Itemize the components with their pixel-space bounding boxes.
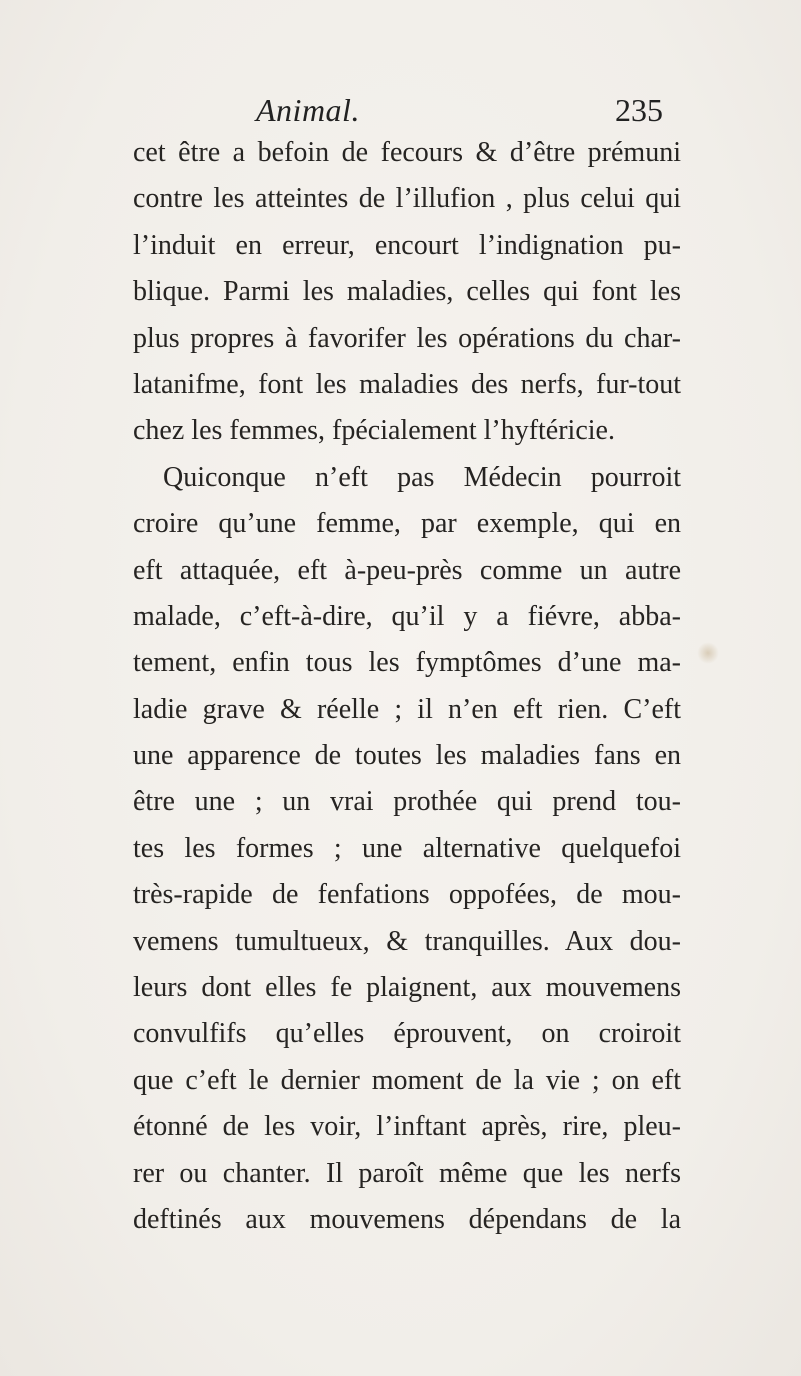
text-line: chez les femmes, fpécialement l’hyftéricie.: [133, 415, 615, 447]
text-line: blique. Parmi les maladies, celles qui font les: [133, 276, 681, 308]
running-title: Animal.: [256, 92, 360, 128]
text-line: plus propres à favorifer les opérations du char-: [133, 322, 681, 354]
page-number: 235: [615, 92, 663, 128]
text-line: latanifme, font les maladies des nerfs, fur-tout: [133, 368, 681, 400]
text-line: très-rapide de fenfations oppofées, de mou-: [133, 879, 681, 911]
text-line: ladie grave & réelle ; il n’en eft rien. C’eft: [133, 693, 681, 725]
text-line: une apparence de toutes les maladies fans en: [133, 740, 681, 772]
text-line: convulfifs qu’elles éprouvent, on croiroit: [133, 1018, 681, 1050]
page-header: [0, 92, 801, 132]
text-line: cet être a befoin de fecours & d’être prémuni: [133, 137, 681, 168]
paper-stain: [697, 642, 719, 664]
text-line: être une ; un vrai prothée qui prend tou-: [133, 786, 681, 818]
text-line: leurs dont elles fe plaignent, aux mouvemens: [133, 972, 681, 1004]
text-line: contre les atteintes de l’illufion , plus celui qui: [133, 183, 681, 215]
text-line: tes les formes ; une alternative quelquefoi: [133, 832, 681, 864]
text-line: croire qu’une femme, par exemple, qui en: [133, 508, 681, 540]
text-line: étonné de les voir, l’inftant après, rire, pleu-: [133, 1111, 681, 1143]
text-line: eft attaquée, eft à-peu-près comme un autre: [133, 554, 681, 586]
text-line: Quiconque n’eft pas Médecin pourroit: [163, 461, 681, 493]
text-line: deftinés aux mouvemens dépendans de la: [133, 1203, 681, 1235]
text-line: rer ou chanter. Il paroît même que les nerfs: [133, 1157, 681, 1189]
text-line: tement, enfin tous les fymptômes d’une ma-: [133, 647, 681, 679]
body-text: [133, 130, 681, 1243]
text-line: que c’eft le dernier moment de la vie ; on eft: [133, 1064, 681, 1096]
text-line: malade, c’eft-à-dire, qu’il y a fiévre, abba-: [133, 600, 681, 632]
text-line: vemens tumultueux, & tranquilles. Aux dou-: [133, 925, 681, 957]
text-line: l’induit en erreur, encourt l’indignation pu-: [133, 229, 681, 261]
